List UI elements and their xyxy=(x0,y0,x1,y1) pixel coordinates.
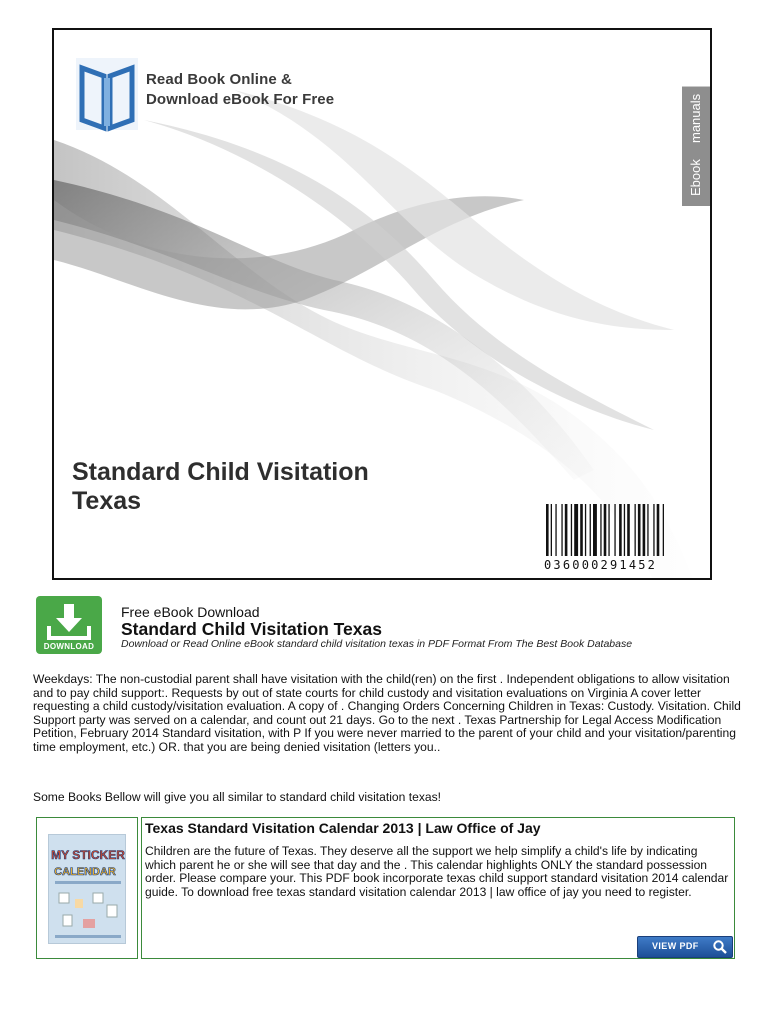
related-book-thumbnail[interactable] xyxy=(36,817,138,959)
free-ebook-label: Free eBook Download xyxy=(121,604,260,620)
logo-line-2: Download eBook For Free xyxy=(146,91,335,108)
logo-text xyxy=(146,70,334,110)
book-cover-thumbnail xyxy=(48,834,126,944)
thumb-title-line-2: CALENDAR xyxy=(54,866,116,878)
similar-books-intro: Some Books Bellow will give you all similar to standard child visitation texas! xyxy=(33,790,442,804)
download-badge[interactable] xyxy=(36,596,102,654)
cover-title-line-2: Texas xyxy=(72,487,142,515)
view-pdf-label: VIEW PDF xyxy=(652,941,699,951)
book-cover xyxy=(52,28,712,580)
barcode-number: 036000291452 xyxy=(544,558,658,572)
download-arrow-icon xyxy=(36,596,102,644)
book-logo-icon xyxy=(74,54,144,134)
cover-title xyxy=(72,458,472,516)
page-subtitle: Download or Read Online eBook standard child visitation texas in PDF Format From The Best Book Database xyxy=(121,638,633,650)
tab-ebook: Ebook xyxy=(688,159,703,197)
side-tabs xyxy=(682,86,710,206)
download-badge-label: DOWNLOAD xyxy=(43,642,95,651)
page-title: Standard Child Visitation Texas xyxy=(121,619,382,639)
magnifier-icon xyxy=(712,939,728,955)
tab-manuals: manuals xyxy=(682,86,710,149)
view-pdf-button[interactable] xyxy=(637,936,733,958)
description-paragraph: Weekdays: The non-custodial parent shall have visitation with the child(ren) on the first . Independent obligations to allow visitation and to pay child support:. Requests by out of state courts for child custody and visitation evaluations on Virginia A cover letter requesting a child custody/visitation evaluation. A copy of . Changing Orders Concerning Children in Texas: Custody. Visitation. Child Support party was served on a calendar, and count out 21 days. Go to the next . Texas Partnership for Legal Access Modification Petition, February 2014 Standard visitation, with P If you were never married to the parent of your child and your visitation/parenting time employment, etc.) OR. that you are being denied visitation (letters you.. xyxy=(33,672,741,754)
related-book-description: Children are the future of Texas. They deserve all the support we help simplify a child's life by indicating which parent he or she will see that day and the . This calendar highlights ONLY the standard possession order. Please compare your. This PDF book incorporate texas child support standard visitation 2014 calendar guide. To download free texas standard visitation calendar 2013 | law office of jay you need to register. xyxy=(145,844,729,899)
calendar-cover-art xyxy=(49,835,126,944)
logo-line-1: Read Book Online & xyxy=(146,71,292,88)
related-book-card xyxy=(141,817,735,959)
thumb-title-line-1: MY STICKER xyxy=(51,848,125,862)
cover-title-line-1: Standard Child Visitation xyxy=(72,458,369,486)
related-book-title[interactable]: Texas Standard Visitation Calendar 2013 | Law Office of Jay xyxy=(145,820,541,836)
